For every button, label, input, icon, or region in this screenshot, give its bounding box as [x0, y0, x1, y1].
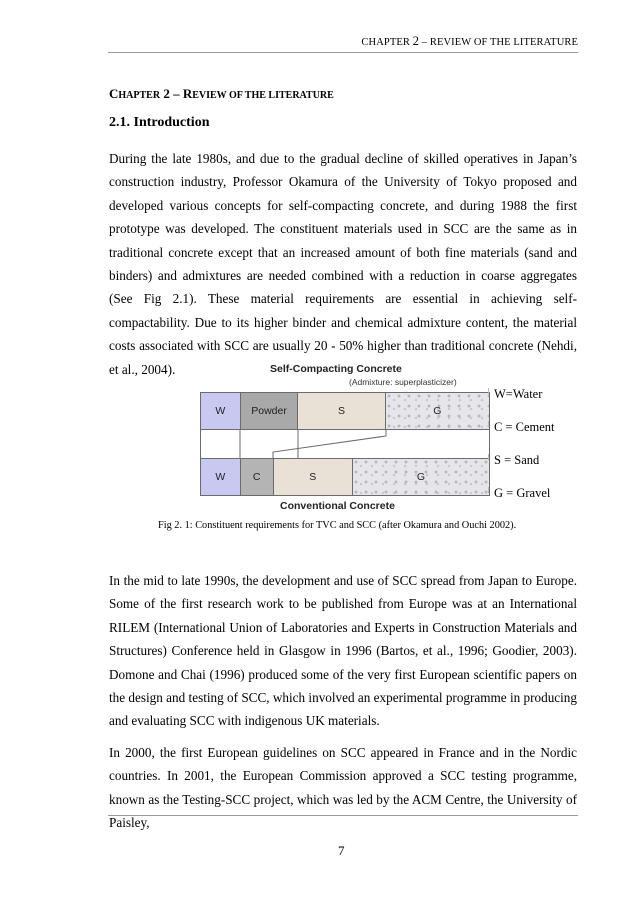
legend-water: W=Water — [494, 387, 543, 401]
chapter-title-eview: EVIEW OF THE LITERATURE — [192, 90, 334, 101]
chapter-title-number: 2 – — [160, 86, 183, 101]
chapter-title-c: C — [109, 86, 119, 101]
legend-gravel: G = Gravel — [494, 486, 551, 500]
conv-cement-segment: C — [241, 459, 274, 495]
paragraph-guidelines: In 2000, the first European guidelines on SCC appeared in France and in the Nordic countries. In 2001, the European Commission approved a SCC testing programme, known as the Testing-SCC project, which was led by the ACM Centre, the University of Paisley, — [109, 745, 577, 831]
chapter-title-r: R — [182, 86, 193, 101]
scc-powder-segment: Powder — [241, 393, 299, 429]
figure-bottom-label: Conventional Concrete — [280, 500, 395, 512]
header-rule — [108, 52, 578, 53]
legend-marker — [488, 487, 489, 493]
conv-sand-segment: S — [274, 459, 353, 495]
running-header-subtitle: – REVIEW OF THE LITERATURE — [421, 37, 578, 48]
footer-rule — [108, 815, 578, 816]
conv-gravel-segment: G — [353, 459, 489, 495]
legend-marker — [488, 388, 489, 394]
running-header-chapter-word: CHAPTER — [361, 37, 410, 48]
conventional-bar — [200, 458, 490, 496]
conv-water-segment: W — [201, 459, 241, 495]
section-heading: 2.1. Introduction — [109, 115, 210, 130]
legend-cement: C = Cement — [494, 420, 555, 434]
paragraph-intro: During the late 1980s, and due to the gradual decline of skilled operatives in Japan’s construction industry, Professor Okamura of the University of Tokyo proposed and developed various concepts for self-compacting concrete, and during 1988 the first prototype was developed. The constituent materials used in SCC are the same as in traditional concrete except that an increased amount of both fine materials (sand and binders) and admixtures are needed combined with a reduction in coarse aggregates (See Fig 2.1). These material requirements are essential in achieving self-compactability. Due to its higher binder and chemical admixture content, the material costs associated with SCC are usually 20 - 50% higher than traditional concrete (Nehdi, et al., 2004). — [109, 151, 577, 377]
legend-sand: S = Sand — [494, 453, 540, 467]
figure-sub-label: (Admixture: superplasticizer) — [349, 377, 457, 387]
chapter-title-hapter: HAPTER — [118, 90, 161, 101]
scc-sand-segment: S — [298, 393, 385, 429]
figure-top-label: Self-Compacting Concrete — [270, 363, 402, 375]
chapter-title — [109, 86, 334, 102]
legend-marker — [488, 421, 489, 427]
figure-caption: Fig 2. 1: Constituent requirements for TVC and SCC (after Okamura and Ouchi 2002). — [158, 520, 517, 531]
scc-water-segment: W — [201, 393, 241, 429]
running-header — [361, 34, 578, 49]
connector-sand — [273, 430, 386, 458]
page-number: 7 — [338, 843, 345, 858]
constituent-figure — [200, 362, 490, 514]
paragraph-europe: In the mid to late 1990s, the development and use of SCC spread from Japan to Europe. Some of the first research work to be published from Europe was at an International RILEM (International Union of Laboratories and Experts in Construction Materials and Structures) Conference held in Glasgow in 1996 (Bartos, et al., 1996; Goodier, 2003). Domone and Chai (1996) produced some of the very first European scientific papers on the design and testing of SCC, which involved an experimental programme in producing and evaluating SCC with indigenous UK materials. — [109, 573, 577, 729]
scc-gravel-segment: G — [386, 393, 489, 429]
legend-marker — [488, 454, 489, 460]
connector-gravel — [385, 436, 386, 458]
running-header-chapter-number: 2 — [412, 34, 420, 48]
